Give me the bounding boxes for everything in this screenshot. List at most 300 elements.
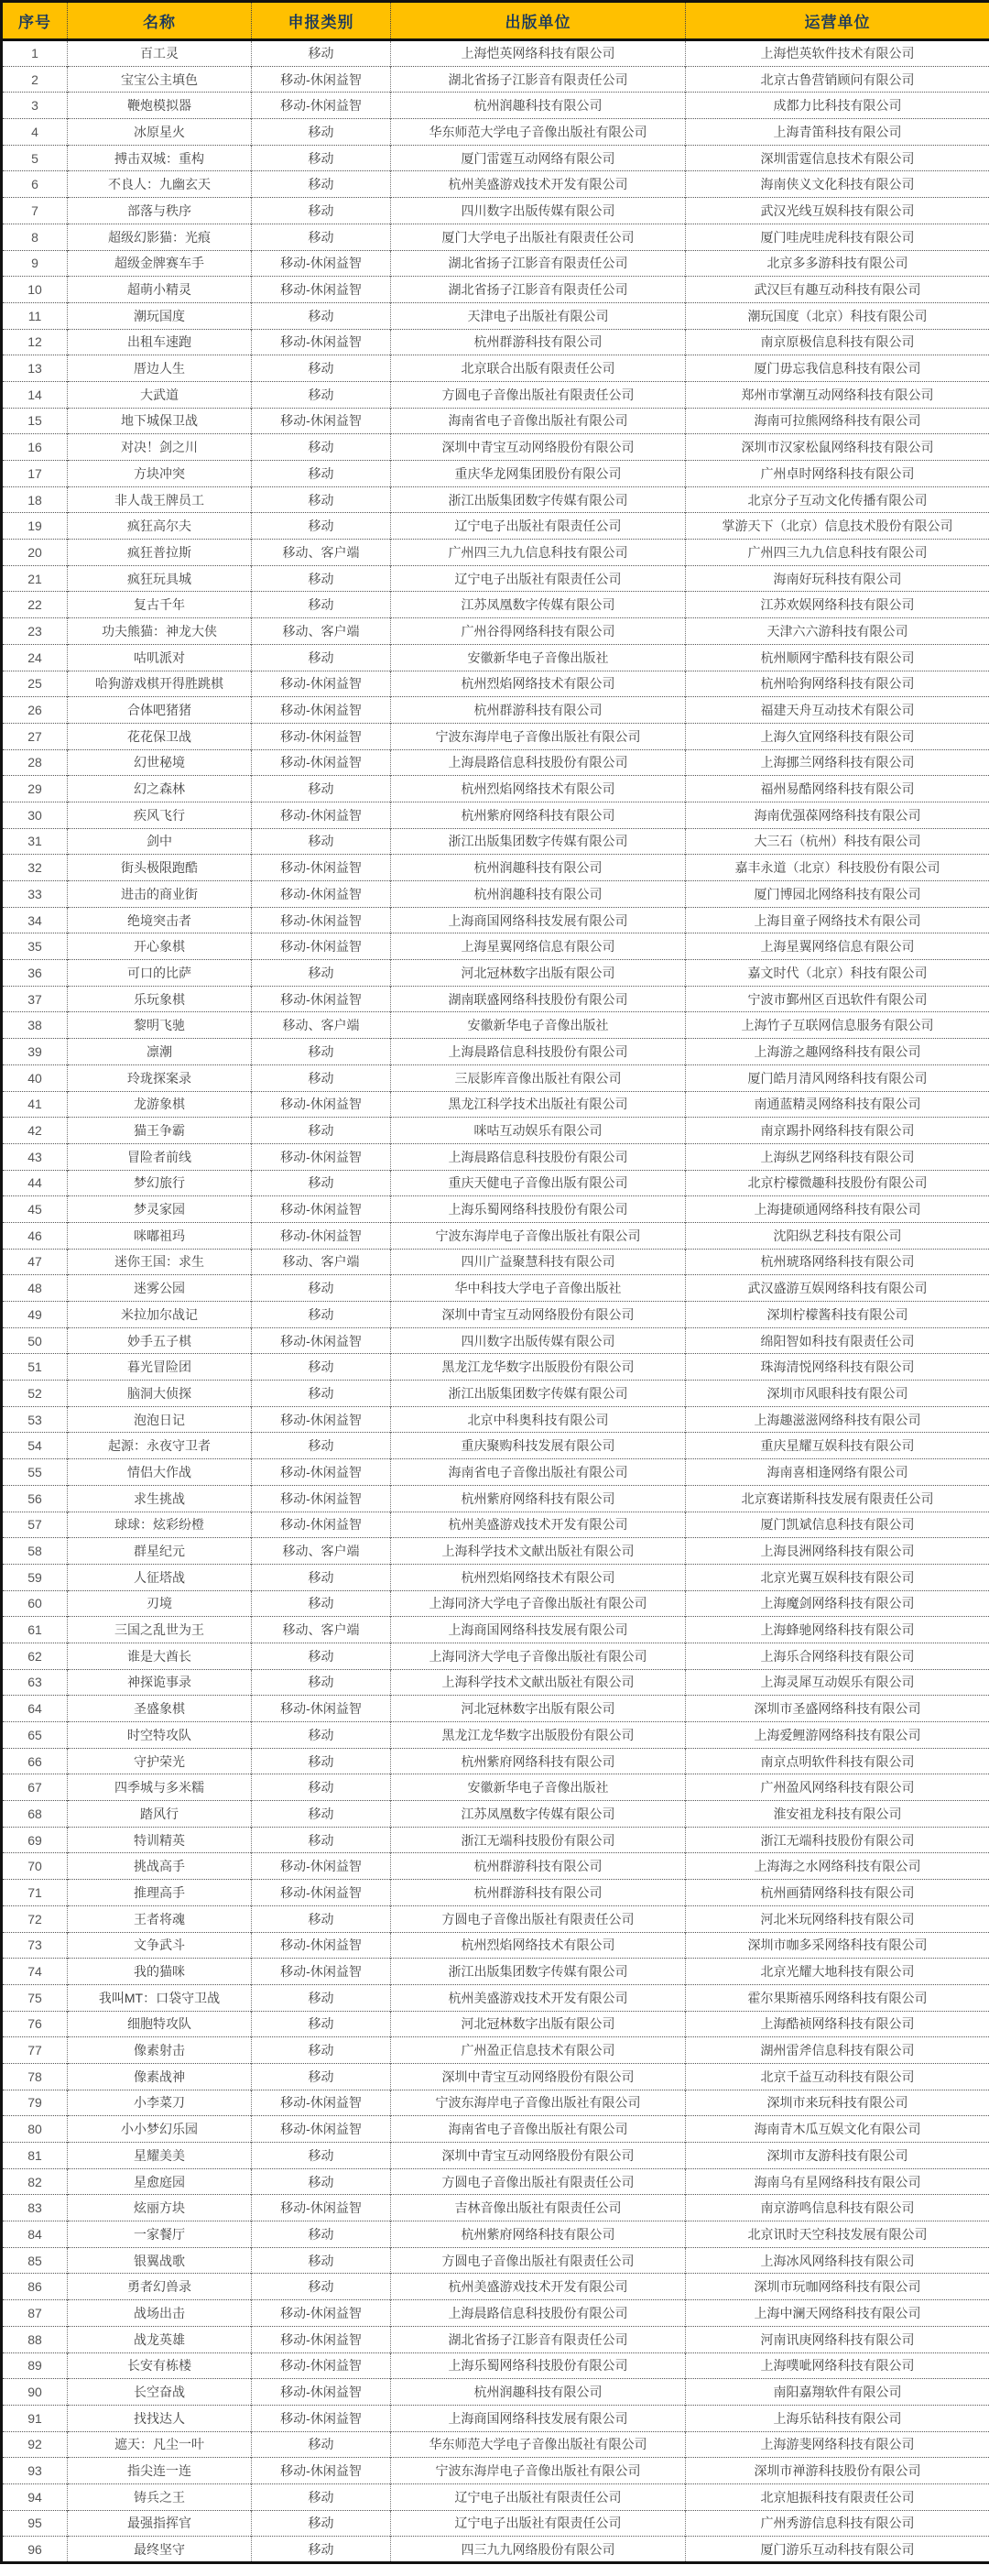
- cell-operator: 上海噗呲网络科技有限公司: [686, 2352, 989, 2379]
- cell-name: 遮天：凡尘一叶: [68, 2431, 252, 2458]
- cell-operator: 南京游鸣信息科技有限公司: [686, 2195, 989, 2221]
- table-row: [2, 1748, 989, 1774]
- table-row: [2, 1722, 989, 1749]
- cell-publisher: 北京中科奥科技有限公司: [391, 1406, 686, 1433]
- table-row: [2, 1091, 989, 1118]
- table-row: [2, 1354, 989, 1381]
- cell-operator: 海南乌有星网络科技有限公司: [686, 2168, 989, 2195]
- table-row: [2, 1774, 989, 1801]
- cell-category: 移动: [252, 513, 391, 540]
- cell-category: 移动: [252, 486, 391, 513]
- cell-operator: 福州易酷网络科技有限公司: [686, 776, 989, 802]
- table-row: [2, 2274, 989, 2300]
- cell-operator: 淮安祖龙科技有限公司: [686, 1801, 989, 1828]
- cell-index: 82: [2, 2168, 68, 2195]
- table-row: [2, 1012, 989, 1039]
- cell-index: 37: [2, 986, 68, 1012]
- table-row: [2, 302, 989, 329]
- cell-publisher: 咪咕互动娱乐有限公司: [391, 1118, 686, 1144]
- table-row: [2, 802, 989, 828]
- cell-operator: 北京柠檬微趣科技股份有限公司: [686, 1170, 989, 1196]
- cell-name: 踏风行: [68, 1801, 252, 1828]
- cell-publisher: 上海商国网络科技发展有限公司: [391, 907, 686, 933]
- cell-name: 迷你王国：求生: [68, 1249, 252, 1275]
- cell-name: 疯狂普拉斯: [68, 540, 252, 566]
- table-row: [2, 618, 989, 645]
- cell-operator: 潮玩国度（北京）科技有限公司: [686, 302, 989, 329]
- cell-category: 移动: [252, 1722, 391, 1749]
- cell-publisher: 杭州紫府网络科技有限公司: [391, 1485, 686, 1512]
- table-row: [2, 1485, 989, 1512]
- cell-category: 移动: [252, 2143, 391, 2169]
- cell-publisher: 浙江出版集团数字传媒有限公司: [391, 828, 686, 855]
- table-row: [2, 1249, 989, 1275]
- table-row: [2, 2510, 989, 2537]
- cell-category: 移动: [252, 592, 391, 618]
- table-row: [2, 145, 989, 171]
- table-row: [2, 1932, 989, 1959]
- cell-category: 移动-休闲益智: [252, 1853, 391, 1880]
- cell-name: 星耀美美: [68, 2143, 252, 2169]
- cell-category: 移动: [252, 1905, 391, 1932]
- table-row: [2, 1696, 989, 1722]
- cell-operator: 上海捷硕通网络科技有限公司: [686, 1196, 989, 1223]
- cell-publisher: 方圆电子音像出版社有限责任公司: [391, 2168, 686, 2195]
- cell-operator: 海南喜相逢网络有限公司: [686, 1459, 989, 1486]
- cell-operator: 杭州琥珞网络科技有限公司: [686, 1249, 989, 1275]
- cell-operator: 杭州哈狗网络科技有限公司: [686, 671, 989, 697]
- cell-operator: 广州盈风网络科技有限公司: [686, 1774, 989, 1801]
- table-row: [2, 1827, 989, 1853]
- table-row: [2, 2300, 989, 2327]
- column-header-category: 申报类别: [252, 2, 391, 40]
- cell-index: 34: [2, 907, 68, 933]
- cell-index: 35: [2, 933, 68, 960]
- cell-name: 哈狗游戏棋开得胜跳棋: [68, 671, 252, 697]
- cell-publisher: 广州四三九九信息科技有限公司: [391, 540, 686, 566]
- cell-operator: 厦门皓月清风网络科技有限公司: [686, 1064, 989, 1091]
- cell-index: 92: [2, 2431, 68, 2458]
- cell-name: 勇者幻兽录: [68, 2274, 252, 2300]
- cell-index: 51: [2, 1354, 68, 1381]
- cell-publisher: 四川广益聚慧科技有限公司: [391, 1249, 686, 1275]
- cell-name: 黎明飞驰: [68, 1012, 252, 1039]
- cell-name: 超萌小精灵: [68, 277, 252, 303]
- cell-category: 移动-休闲益智: [252, 1932, 391, 1959]
- cell-index: 55: [2, 1459, 68, 1486]
- cell-category: 移动-休闲益智: [252, 2300, 391, 2327]
- cell-index: 11: [2, 302, 68, 329]
- cell-operator: 上海蜂驰网络科技有限公司: [686, 1617, 989, 1643]
- cell-name: 泡泡日记: [68, 1406, 252, 1433]
- cell-operator: 上海星翼网络信息有限公司: [686, 933, 989, 960]
- cell-operator: 上海目童子网络技术有限公司: [686, 907, 989, 933]
- cell-index: 27: [2, 723, 68, 749]
- cell-index: 26: [2, 697, 68, 724]
- cell-index: 48: [2, 1275, 68, 1302]
- table-row: [2, 486, 989, 513]
- cell-category: 移动: [252, 1984, 391, 2011]
- cell-index: 4: [2, 119, 68, 146]
- cell-publisher: 浙江出版集团数字传媒有限公司: [391, 486, 686, 513]
- table-row: [2, 1170, 989, 1196]
- cell-operator: 武汉盛游互娱网络科技有限公司: [686, 1275, 989, 1302]
- cell-operator: 郑州市掌潮互动网络科技有限公司: [686, 381, 989, 408]
- cell-index: 50: [2, 1327, 68, 1354]
- cell-category: 移动: [252, 1381, 391, 1407]
- cell-index: 94: [2, 2483, 68, 2510]
- cell-name: 不良人：九幽玄天: [68, 171, 252, 198]
- cell-publisher: 杭州美盛游戏技术开发有限公司: [391, 2274, 686, 2300]
- cell-publisher: 方圆电子音像出版社有限责任公司: [391, 381, 686, 408]
- table-row: [2, 828, 989, 855]
- cell-category: 移动: [252, 1827, 391, 1853]
- cell-name: 指尖连一连: [68, 2458, 252, 2484]
- cell-index: 22: [2, 592, 68, 618]
- cell-category: 移动、客户端: [252, 1249, 391, 1275]
- cell-category: 移动: [252, 2510, 391, 2537]
- cell-index: 64: [2, 1696, 68, 1722]
- cell-index: 87: [2, 2300, 68, 2327]
- cell-publisher: 杭州群游科技有限公司: [391, 1880, 686, 1906]
- cell-operator: 北京光耀大地科技有限公司: [686, 1959, 989, 1985]
- cell-publisher: 方圆电子音像出版社有限责任公司: [391, 2247, 686, 2274]
- cell-index: 39: [2, 1039, 68, 1065]
- table-row: [2, 933, 989, 960]
- cell-category: 移动: [252, 1801, 391, 1828]
- cell-category: 移动-休闲益智: [252, 1091, 391, 1118]
- table-header: [2, 2, 989, 40]
- cell-operator: 南通蓝精灵网络科技有限公司: [686, 1091, 989, 1118]
- cell-category: 移动: [252, 119, 391, 146]
- cell-publisher: 杭州润趣科技有限公司: [391, 93, 686, 119]
- cell-publisher: 湖南联盛网络科技股份有限公司: [391, 986, 686, 1012]
- cell-category: 移动-休闲益智: [252, 408, 391, 434]
- cell-publisher: 四三九九网络股份有限公司: [391, 2537, 686, 2563]
- cell-name: 猫王争霸: [68, 1118, 252, 1144]
- table-row: [2, 1538, 989, 1565]
- cell-publisher: 黑龙江龙华数字出版股份有限公司: [391, 1722, 686, 1749]
- table-row: [2, 1064, 989, 1091]
- cell-name: 最终坚守: [68, 2537, 252, 2563]
- cell-name: 炫丽方块: [68, 2195, 252, 2221]
- cell-name: 小李菜刀: [68, 2090, 252, 2116]
- cell-category: 移动-休闲益智: [252, 250, 391, 277]
- cell-index: 23: [2, 618, 68, 645]
- cell-operator: 上海久宜网络科技有限公司: [686, 723, 989, 749]
- cell-operator: 大三石（杭州）科技有限公司: [686, 828, 989, 855]
- cell-publisher: 三辰影库音像出版社有限公司: [391, 1064, 686, 1091]
- cell-category: 移动-休闲益智: [252, 2116, 391, 2143]
- table-row: [2, 2195, 989, 2221]
- cell-operator: 南京踢扑网络科技有限公司: [686, 1118, 989, 1144]
- cell-publisher: 辽宁电子出版社有限责任公司: [391, 565, 686, 592]
- cell-category: 移动: [252, 381, 391, 408]
- cell-operator: 武汉巨有趣互动科技有限公司: [686, 277, 989, 303]
- cell-index: 67: [2, 1774, 68, 1801]
- cell-category: 移动-休闲益智: [252, 2379, 391, 2406]
- cell-name: 我的猫咪: [68, 1959, 252, 1985]
- cell-operator: 绵阳智如科技有限责任公司: [686, 1327, 989, 1354]
- cell-category: 移动: [252, 960, 391, 987]
- cell-publisher: 湖北省扬子江影音有限责任公司: [391, 277, 686, 303]
- table-row: [2, 1118, 989, 1144]
- table-row: [2, 2352, 989, 2379]
- cell-index: 1: [31, 46, 38, 61]
- cell-publisher: 上海恺英网络科技有限公司: [391, 40, 686, 67]
- cell-publisher: 安徽新华电子音像出版社: [391, 1012, 686, 1039]
- cell-publisher: 浙江出版集团数字传媒有限公司: [391, 1381, 686, 1407]
- cell-name: 迷雾公园: [68, 1275, 252, 1302]
- cell-name: 出租车速跑: [68, 329, 252, 355]
- cell-category: 移动、客户端: [252, 540, 391, 566]
- cell-operator: 浙江无端科技股份有限公司: [686, 1827, 989, 1853]
- cell-operator: 深圳市风眼科技有限公司: [686, 1381, 989, 1407]
- cell-operator: 广州秀游信息科技有限公司: [686, 2510, 989, 2537]
- cell-publisher: 黑龙江龙华数字出版股份有限公司: [391, 1354, 686, 1381]
- cell-index: 47: [2, 1249, 68, 1275]
- cell-operator: 天津六六游科技有限公司: [686, 618, 989, 645]
- cell-publisher: 上海同济大学电子音像出版社有限公司: [391, 1643, 686, 1669]
- cell-index: 54: [2, 1433, 68, 1459]
- cell-index: 65: [2, 1722, 68, 1749]
- cell-operator: 上海游之趣网络科技有限公司: [686, 1039, 989, 1065]
- cell-index: 58: [2, 1538, 68, 1565]
- cell-publisher: 上海乐蜀网络科技股份有限公司: [391, 1196, 686, 1223]
- cell-index: 10: [2, 277, 68, 303]
- cell-operator: 武汉光线互娱科技有限公司: [686, 198, 989, 224]
- cell-name: 龙游象棋: [68, 1091, 252, 1118]
- cell-category: 移动-休闲益智: [252, 1406, 391, 1433]
- cell-name: 细胞特攻队: [68, 2011, 252, 2037]
- cell-category: 移动-休闲益智: [252, 329, 391, 355]
- cell-category: 移动-休闲益智: [252, 277, 391, 303]
- cell-publisher: 吉林音像出版社有限责任公司: [391, 2195, 686, 2221]
- cell-category: 移动: [252, 2247, 391, 2274]
- cell-index: 72: [2, 1905, 68, 1932]
- table-row: [2, 697, 989, 724]
- cell-name: 长空奋战: [68, 2379, 252, 2406]
- table-row: [2, 224, 989, 250]
- cell-operator: 深圳市圣盛网络科技有限公司: [686, 1696, 989, 1722]
- cell-publisher: 宁波东海岸电子音像出版社有限公司: [391, 1222, 686, 1249]
- table-row: [2, 355, 989, 382]
- cell-operator: 厦门游乐互动科技有限公司: [686, 2537, 989, 2563]
- cell-name: 银翼战歌: [68, 2247, 252, 2274]
- cell-name: 我叫MT：口袋守卫战: [68, 1984, 252, 2011]
- cell-operator: 上海酷祯网络科技有限公司: [686, 2011, 989, 2037]
- cell-index: 32: [2, 855, 68, 881]
- cell-name: 找找达人: [68, 2405, 252, 2431]
- cell-category: 移动-休闲益智: [252, 802, 391, 828]
- cell-category: 移动: [252, 355, 391, 382]
- cell-operator: 杭州画猜网络科技有限公司: [686, 1880, 989, 1906]
- cell-index: 59: [2, 1564, 68, 1590]
- cell-category: 移动-休闲益智: [252, 1959, 391, 1985]
- table-row: [2, 907, 989, 933]
- cell-name: 求生挑战: [68, 1485, 252, 1512]
- table-row: [2, 408, 989, 434]
- cell-name: 超级金牌赛车手: [68, 250, 252, 277]
- cell-publisher: 杭州润趣科技有限公司: [391, 855, 686, 881]
- cell-category: 移动-休闲益智: [252, 2195, 391, 2221]
- cell-publisher: 上海星翼网络信息有限公司: [391, 933, 686, 960]
- cell-category: 移动: [252, 434, 391, 461]
- table-row: [2, 2011, 989, 2037]
- cell-operator: 海南青木瓜互娱文化有限公司: [686, 2116, 989, 2143]
- cell-publisher: 厦门大学电子出版社有限责任公司: [391, 224, 686, 250]
- cell-index: 16: [2, 434, 68, 461]
- cell-publisher: 深圳中青宝互动网络股份有限公司: [391, 434, 686, 461]
- cell-name: 梦灵家园: [68, 1196, 252, 1223]
- cell-category: 移动: [252, 461, 391, 487]
- cell-name: 幻之森林: [68, 776, 252, 802]
- table-row: [2, 855, 989, 881]
- cell-index: 20: [2, 540, 68, 566]
- cell-operator: 海南可拉熊网络科技有限公司: [686, 408, 989, 434]
- cell-category: 移动-休闲益智: [252, 881, 391, 908]
- cell-operator: 厦门博园北网络科技有限公司: [686, 881, 989, 908]
- cell-name: 梦幻旅行: [68, 1170, 252, 1196]
- cell-operator: 厦门凯斌信息科技有限公司: [686, 1512, 989, 1538]
- cell-name: 超级幻影猫：光痕: [68, 224, 252, 250]
- cell-name: 花花保卫战: [68, 723, 252, 749]
- cell-operator: 上海游斐网络科技有限公司: [686, 2431, 989, 2458]
- cell-category: 移动: [252, 1669, 391, 1696]
- cell-category: 移动-休闲益智: [252, 2405, 391, 2431]
- table-row: [2, 2143, 989, 2169]
- table-row: [2, 1564, 989, 1590]
- cell-name: 刃境: [68, 1590, 252, 1617]
- table-row: [2, 329, 989, 355]
- cell-index: 83: [2, 2195, 68, 2221]
- cell-index: 42: [2, 1118, 68, 1144]
- cell-category: 移动-休闲益智: [252, 2352, 391, 2379]
- cell-category: 移动: [252, 171, 391, 198]
- cell-category: 移动: [252, 302, 391, 329]
- cell-category: 移动: [252, 2537, 391, 2563]
- table-row: [2, 250, 989, 277]
- cell-index: 91: [2, 2405, 68, 2431]
- table-row: [2, 2537, 989, 2563]
- table-row: [2, 749, 989, 776]
- cell-name: 幻世秘境: [68, 749, 252, 776]
- cell-operator: 南京点明软件科技有限公司: [686, 1748, 989, 1774]
- cell-operator: 杭州顺网宇酷科技有限公司: [686, 644, 989, 671]
- cell-name: 最强指挥官: [68, 2510, 252, 2537]
- cell-index: 38: [2, 1012, 68, 1039]
- cell-name: 挑战高手: [68, 1853, 252, 1880]
- table-row: [2, 1381, 989, 1407]
- column-header-index: 序号: [2, 2, 68, 40]
- cell-index: 68: [2, 1801, 68, 1828]
- cell-name: 推理高手: [68, 1880, 252, 1906]
- cell-publisher: 上海乐蜀网络科技股份有限公司: [391, 2352, 686, 2379]
- cell-publisher: 杭州群游科技有限公司: [391, 1853, 686, 1880]
- cell-index: 25: [2, 671, 68, 697]
- table-row: [2, 198, 989, 224]
- cell-operator: 深圳市玩咖网络科技有限公司: [686, 2274, 989, 2300]
- cell-category: 移动-休闲益智: [252, 1485, 391, 1512]
- cell-publisher: 上海科学技术文献出版社有限公司: [391, 1669, 686, 1696]
- cell-name: 守护荣光: [68, 1748, 252, 1774]
- table-row: [2, 671, 989, 697]
- table-row: [2, 592, 989, 618]
- cell-name: 群星纪元: [68, 1538, 252, 1565]
- cell-publisher: 重庆华龙网集团股份有限公司: [391, 461, 686, 487]
- cell-index: 13: [2, 355, 68, 382]
- cell-category: 移动: [252, 1564, 391, 1590]
- cell-name: 圣盛象棋: [68, 1696, 252, 1722]
- table-row: [2, 1433, 989, 1459]
- cell-category: 移动: [252, 2037, 391, 2064]
- cell-operator: 北京讯时天空科技发展有限公司: [686, 2221, 989, 2248]
- cell-category: 移动: [252, 828, 391, 855]
- cell-publisher: 重庆聚购科技发展有限公司: [391, 1433, 686, 1459]
- cell-publisher: 浙江出版集团数字传媒有限公司: [391, 1959, 686, 1985]
- cell-name: 王者将魂: [68, 1905, 252, 1932]
- table-row: [2, 66, 989, 93]
- cell-index: 81: [2, 2143, 68, 2169]
- cell-category: 移动: [252, 1170, 391, 1196]
- cell-publisher: 辽宁电子出版社有限责任公司: [391, 513, 686, 540]
- cell-publisher: 华东师范大学电子音像出版社有限公司: [391, 119, 686, 146]
- header-row: [2, 2, 989, 40]
- cell-publisher: 杭州美盛游戏技术开发有限公司: [391, 171, 686, 198]
- table-row: [2, 2090, 989, 2116]
- cell-category: 移动: [252, 1354, 391, 1381]
- cell-index: 89: [2, 2352, 68, 2379]
- cell-publisher: 深圳中青宝互动网络股份有限公司: [391, 2143, 686, 2169]
- cell-index: 96: [2, 2537, 68, 2563]
- table-row: [2, 1984, 989, 2011]
- cell-index: 9: [2, 250, 68, 277]
- cell-category: 移动: [252, 2274, 391, 2300]
- cell-category: 移动: [252, 1275, 391, 1302]
- cell-publisher: 天津电子出版社有限公司: [391, 302, 686, 329]
- cell-name: 鞭炮模拟器: [68, 93, 252, 119]
- cell-operator: 上海挪兰网络科技有限公司: [686, 749, 989, 776]
- cell-name: 暮光冒险团: [68, 1354, 252, 1381]
- cell-index: 28: [2, 749, 68, 776]
- cell-operator: 上海冰风网络科技有限公司: [686, 2247, 989, 2274]
- cell-operator: 上海艮洲网络科技有限公司: [686, 1538, 989, 1565]
- table-row: [2, 2037, 989, 2064]
- cell-operator: 掌游天下（北京）信息技术股份有限公司: [686, 513, 989, 540]
- cell-name: 宝宝公主填色: [68, 66, 252, 93]
- cell-index: 90: [2, 2379, 68, 2406]
- table-row: [2, 2221, 989, 2248]
- cell-category: 移动-休闲益智: [252, 1512, 391, 1538]
- cell-category: 移动: [252, 1774, 391, 1801]
- cell-index: 43: [2, 1143, 68, 1170]
- cell-category: 移动-休闲益智: [252, 2090, 391, 2116]
- cell-operator: 上海乐钻科技有限公司: [686, 2405, 989, 2431]
- cell-category: 移动: [252, 145, 391, 171]
- cell-name: 小小梦幻乐园: [68, 2116, 252, 2143]
- cell-index: 45: [2, 1196, 68, 1223]
- cell-index: 80: [2, 2116, 68, 2143]
- cell-index: 3: [2, 93, 68, 119]
- table-row: [2, 2483, 989, 2510]
- cell-index: 17: [2, 461, 68, 487]
- cell-operator: 深圳市咖多采网络科技有限公司: [686, 1932, 989, 1959]
- cell-category: 移动: [252, 2221, 391, 2248]
- cell-name: 情侣大作战: [68, 1459, 252, 1486]
- cell-name: 战场出击: [68, 2300, 252, 2327]
- table-row: [2, 1905, 989, 1932]
- cell-publisher: 河北冠林数字出版有限公司: [391, 960, 686, 987]
